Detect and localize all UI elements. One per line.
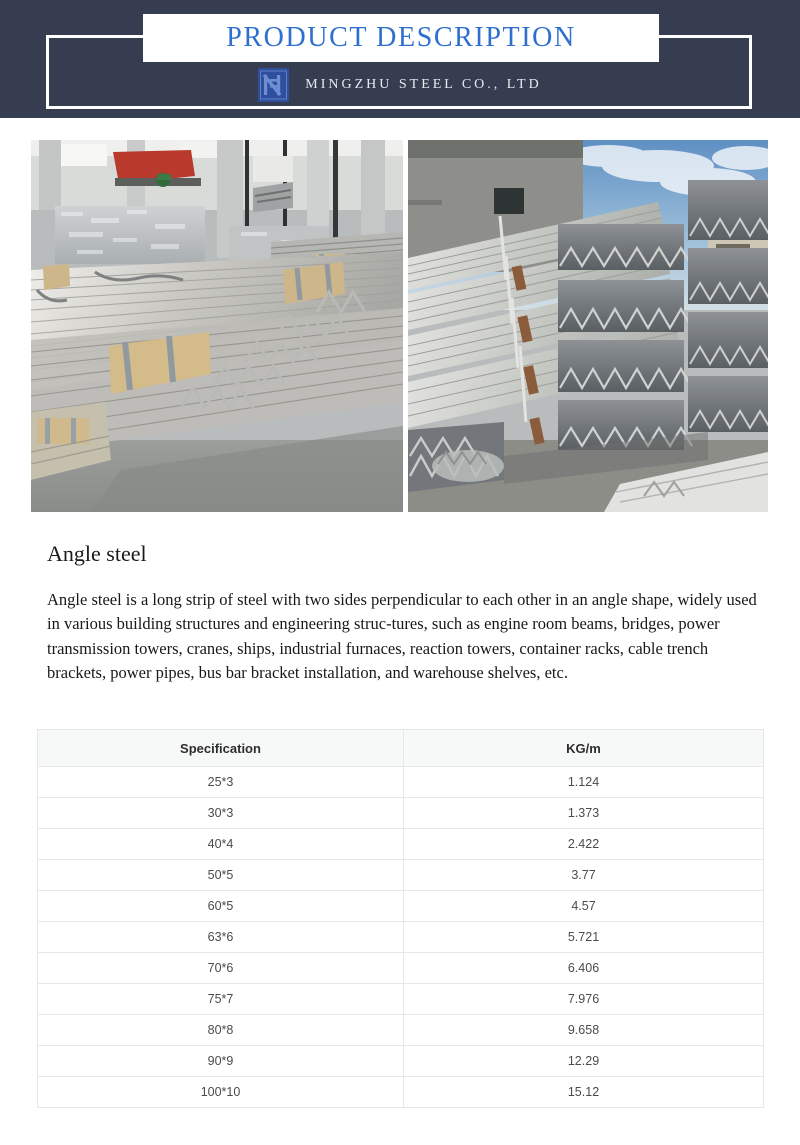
cell-specification: 75*7 <box>38 984 404 1015</box>
cell-kgm: 7.976 <box>404 984 764 1015</box>
table-row <box>38 891 764 922</box>
brand-row <box>0 64 800 106</box>
cell-specification: 90*9 <box>38 1046 404 1077</box>
product-photo-outdoor-stack <box>408 140 768 512</box>
table-row <box>38 1015 764 1046</box>
cell-kgm: 12.29 <box>404 1046 764 1077</box>
cell-specification: 60*5 <box>38 891 404 922</box>
cell-kgm: 9.658 <box>404 1015 764 1046</box>
table-row <box>38 798 764 829</box>
column-header-kgm: KG/m <box>404 730 764 767</box>
cell-kgm: 2.422 <box>404 829 764 860</box>
page-header <box>0 0 800 118</box>
cell-specification: 70*6 <box>38 953 404 984</box>
cell-specification: 100*10 <box>38 1077 404 1108</box>
table-header-row <box>38 730 764 767</box>
cell-kgm: 1.373 <box>404 798 764 829</box>
cell-specification: 30*3 <box>38 798 404 829</box>
cell-specification: 63*6 <box>38 922 404 953</box>
table-row <box>38 1077 764 1108</box>
cell-specification: 50*5 <box>38 860 404 891</box>
cell-kgm: 4.57 <box>404 891 764 922</box>
table-row <box>38 829 764 860</box>
cell-specification: 40*4 <box>38 829 404 860</box>
cell-specification: 25*3 <box>38 767 404 798</box>
table-row <box>38 767 764 798</box>
table-row <box>38 1046 764 1077</box>
specification-table <box>37 729 764 1108</box>
page-title: PRODUCT DESCRIPTION <box>226 22 576 53</box>
table-row <box>38 860 764 891</box>
cell-kgm: 15.12 <box>404 1077 764 1108</box>
section-heading: Angle steel <box>47 541 147 566</box>
table-body <box>38 767 764 1108</box>
table-row <box>38 953 764 984</box>
product-gallery <box>0 140 800 515</box>
table-row <box>38 984 764 1015</box>
cell-kgm: 1.124 <box>404 767 764 798</box>
section-description: Angle steel is a long strip of steel with two sides perpendicular to each other in an angle shape, widely used in various building structures and engineering struc-tures, such as engine room beams, bridges, power transmission towers, cranes, ships, industrial furnaces, reaction towers, container racks, cable trench brackets, power pipes, bus bar bracket installation, and warehouse shelves, etc. <box>47 590 757 682</box>
cell-kgm: 6.406 <box>404 953 764 984</box>
table-row <box>38 922 764 953</box>
mingzhu-monogram-icon <box>258 68 289 102</box>
title-banner <box>143 14 659 62</box>
cell-specification: 80*8 <box>38 1015 404 1046</box>
product-photo-warehouse <box>31 140 403 512</box>
company-name: MINGZHU STEEL CO., LTD <box>305 77 542 92</box>
cell-kgm: 3.77 <box>404 860 764 891</box>
column-header-specification: Specification <box>38 730 404 767</box>
cell-kgm: 5.721 <box>404 922 764 953</box>
